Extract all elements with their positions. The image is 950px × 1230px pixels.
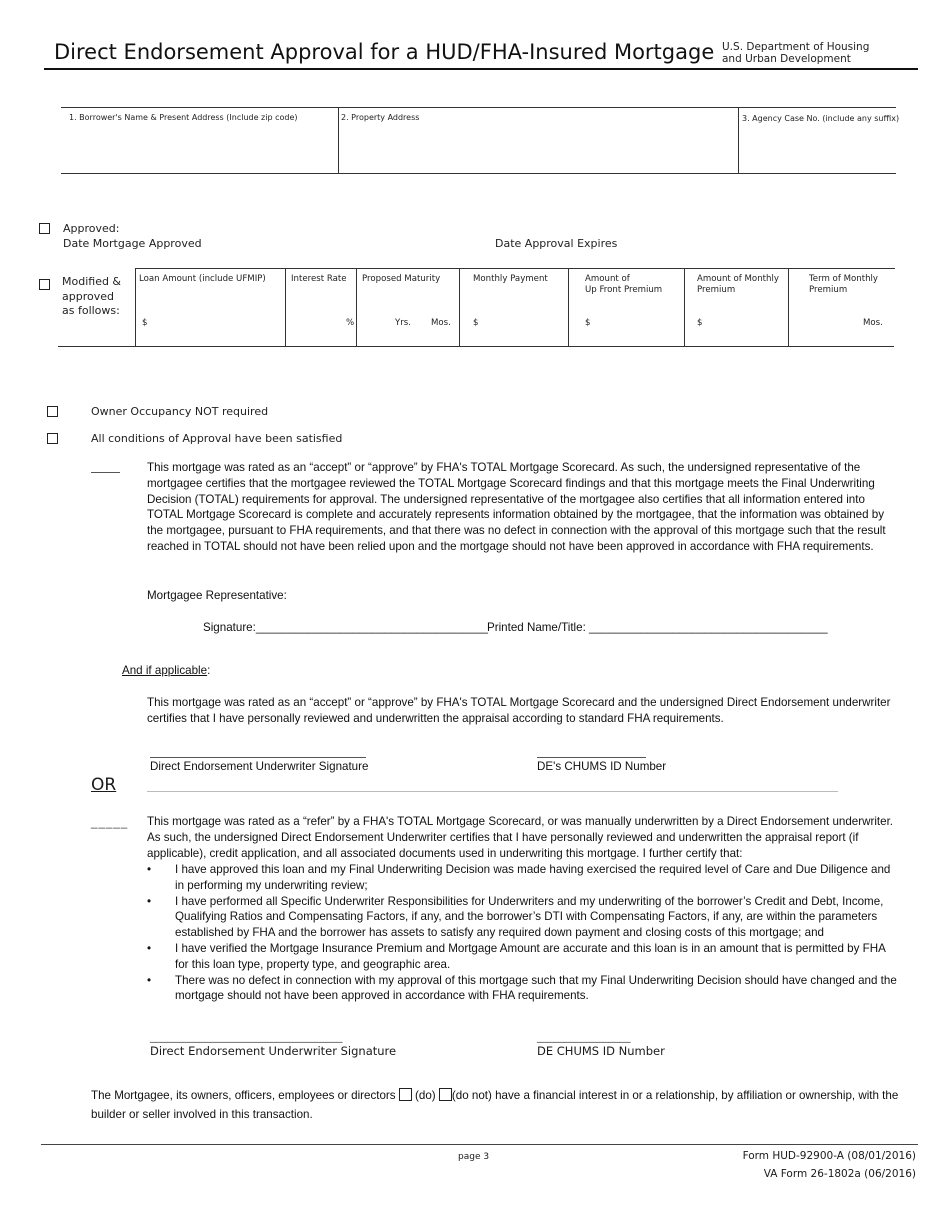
monthly-premium-label: Amount of Monthly Premium xyxy=(697,274,779,295)
chums-id-line[interactable] xyxy=(537,757,646,758)
owner-occupancy-label: Owner Occupancy NOT required xyxy=(91,405,269,418)
refer-chums-label: DE CHUMS ID Number xyxy=(537,1044,665,1058)
monthly-payment-label: Monthly Payment xyxy=(473,274,548,284)
applicable-paragraph: This mortgage was rated as an “accept” or “approve” by FHA's TOTAL Mortgage Scorecard and the undersigned Direct Endorsement underwriter certifies that I have personally reviewed and underwritten the appraisal according to standard FHA requirements. xyxy=(147,696,891,725)
rep-signature-field[interactable]: Signature:____________________________________ xyxy=(203,621,488,634)
accept-initial-blank[interactable] xyxy=(91,472,120,473)
de-signature-line[interactable] xyxy=(150,757,366,758)
property-address-field[interactable]: 2. Property Address xyxy=(341,113,420,122)
or-divider: OR xyxy=(91,775,117,795)
refer-initial-blank[interactable]: _____ xyxy=(91,816,129,829)
approved-label: Approved: xyxy=(63,222,120,235)
date-expires-label: Date Approval Expires xyxy=(495,237,618,250)
financial-interest-line2: builder or seller involved in this transaction. xyxy=(91,1108,313,1121)
agency-case-field[interactable]: 3. Agency Case No. (include any suffix) xyxy=(742,114,900,123)
refer-signature-label: Direct Endorsement Underwriter Signature xyxy=(150,1044,397,1058)
date-approved-label: Date Mortgage Approved xyxy=(63,237,202,250)
list-item: • There was no defect in connection with my approval of this mortgage such that my Final Underwriting Decision should have changed and the mortgage should not have been approved in accordance with FHA requirements. xyxy=(147,973,899,1005)
borrower-address-field[interactable]: 1. Borrower's Name & Present Address (Include zip code) xyxy=(69,113,298,122)
list-item: • I have verified the Mortgage Insurance Premium and Mortgage Amount are accurate and this loan is in an amount that is permitted by FHA for this loan type, property type, and geographic area. xyxy=(147,941,899,973)
dept-line-1: U.S. Department of Housing xyxy=(722,41,870,53)
upfront-premium-label: Amount of Up Front Premium xyxy=(585,274,663,295)
dept-line-2: and Urban Development xyxy=(722,53,851,65)
accept-certification-paragraph: This mortgage was rated as an “accept” or “approve” by FHA's TOTAL Mortgage Scorecard. As such, the undersigned representative of the mortgagee certifies that the mortgagee reviewed the TOTAL Mortgage Scorecard findings and that this mortgage meets the Final Underwriting Decision (TOTAL) requirements for approval. The undersigned representative of the mortgagee also certifies that all information entered into TOTAL Mortgage Scorecard is complete and accurately represents information obtained by the mortgagee, that the information was obtained by the mortgagee, pursuant to FHA requirements, and that there was no defect in connection with the approval of this mortgage such that the result reached in TOTAL should not have been relied upon and the mortgage should not have been approved in accordance with FHA requirements. xyxy=(147,461,886,553)
maturity-years-input[interactable]: Yrs. xyxy=(395,318,411,328)
refer-signature-line[interactable]: ___________________________________ xyxy=(150,1030,343,1043)
page-number: page 3 xyxy=(458,1152,490,1162)
loan-amount-label: Loan Amount (include UFMIP) xyxy=(139,274,266,284)
term-monthly-premium-label: Term of Monthly Premium xyxy=(809,274,878,295)
header-rule xyxy=(44,68,918,70)
chums-id-label: DE's CHUMS ID Number xyxy=(537,760,667,773)
term-monthly-premium-input[interactable]: Mos. xyxy=(863,318,883,328)
do-not-checkbox[interactable] xyxy=(439,1088,452,1101)
approved-checkbox[interactable] xyxy=(39,223,50,234)
list-item: • I have approved this loan and my Final Underwriting Decision was made having exercised the required level of Care and Due Diligence and in performing my underwriting review; xyxy=(147,862,899,894)
form-number-hud: Form HUD-92900-A (08/01/2016) xyxy=(742,1150,916,1162)
maturity-months-input[interactable]: Mos. xyxy=(431,318,451,328)
monthly-premium-input[interactable]: $ xyxy=(697,318,703,328)
proposed-maturity-label: Proposed Maturity xyxy=(362,274,441,284)
loan-amount-input[interactable]: $ xyxy=(142,318,148,328)
de-signature-label: Direct Endorsement Underwriter Signature xyxy=(150,760,369,773)
modified-checkbox[interactable] xyxy=(39,279,50,290)
conditions-checkbox[interactable] xyxy=(47,433,58,444)
mortgagee-rep-label: Mortgagee Representative: xyxy=(147,589,287,602)
upfront-premium-input[interactable]: $ xyxy=(585,318,591,328)
do-checkbox[interactable] xyxy=(399,1088,412,1101)
if-applicable-heading: And if applicable: xyxy=(122,664,211,677)
rep-printed-name-field[interactable]: Printed Name/Title: _____________________________________ xyxy=(487,621,828,634)
modified-label: Modified & approved as follows: xyxy=(62,275,122,317)
page-title: Direct Endorsement Approval for a HUD/FHA-Insured Mortgage xyxy=(54,40,715,64)
refer-chums-line[interactable]: _________________ xyxy=(537,1030,631,1043)
monthly-payment-input[interactable]: $ xyxy=(473,318,479,328)
footer-rule xyxy=(41,1144,918,1145)
interest-rate-input[interactable]: % xyxy=(346,318,355,328)
department-name xyxy=(722,41,869,65)
list-item: • I have performed all Specific Underwriter Responsibilities for Underwriters and my underwriting of the borrower’s Credit and Debt, Income, Qualifying Ratios and Compensating Factors, if any, and the borrower’s DTI with Compensating Factors, if any, are within the parameters established by FHA and the borrower has assets to satisfy any required down payment and closing costs of this mortgage; and xyxy=(147,894,899,941)
refer-certification-paragraph: This mortgage was rated as a “refer” by a FHA's TOTAL Mortgage Scorecard, or was manually underwritten by a Direct Endorsement underwriter. As such, the undersigned Direct Endorsement Underwriter certifies that I have personally reviewed and underwritten the appraisal report (if applicable), credit application, and all associated documents used in underwriting this mortgage. I further certify that: xyxy=(147,815,894,860)
conditions-label: All conditions of Approval have been satisfied xyxy=(91,432,343,445)
form-number-va: VA Form 26-1802a (06/2016) xyxy=(763,1168,916,1180)
interest-rate-label: Interest Rate xyxy=(291,274,347,284)
or-rule xyxy=(147,791,838,792)
financial-interest-statement: The Mortgagee, its owners, officers, employees or directors (do) (do not) have a financial interest in or a relationship, by affiliation or ownership, with the xyxy=(91,1089,899,1102)
owner-occupancy-checkbox[interactable] xyxy=(47,406,58,417)
certification-list xyxy=(147,862,899,1004)
